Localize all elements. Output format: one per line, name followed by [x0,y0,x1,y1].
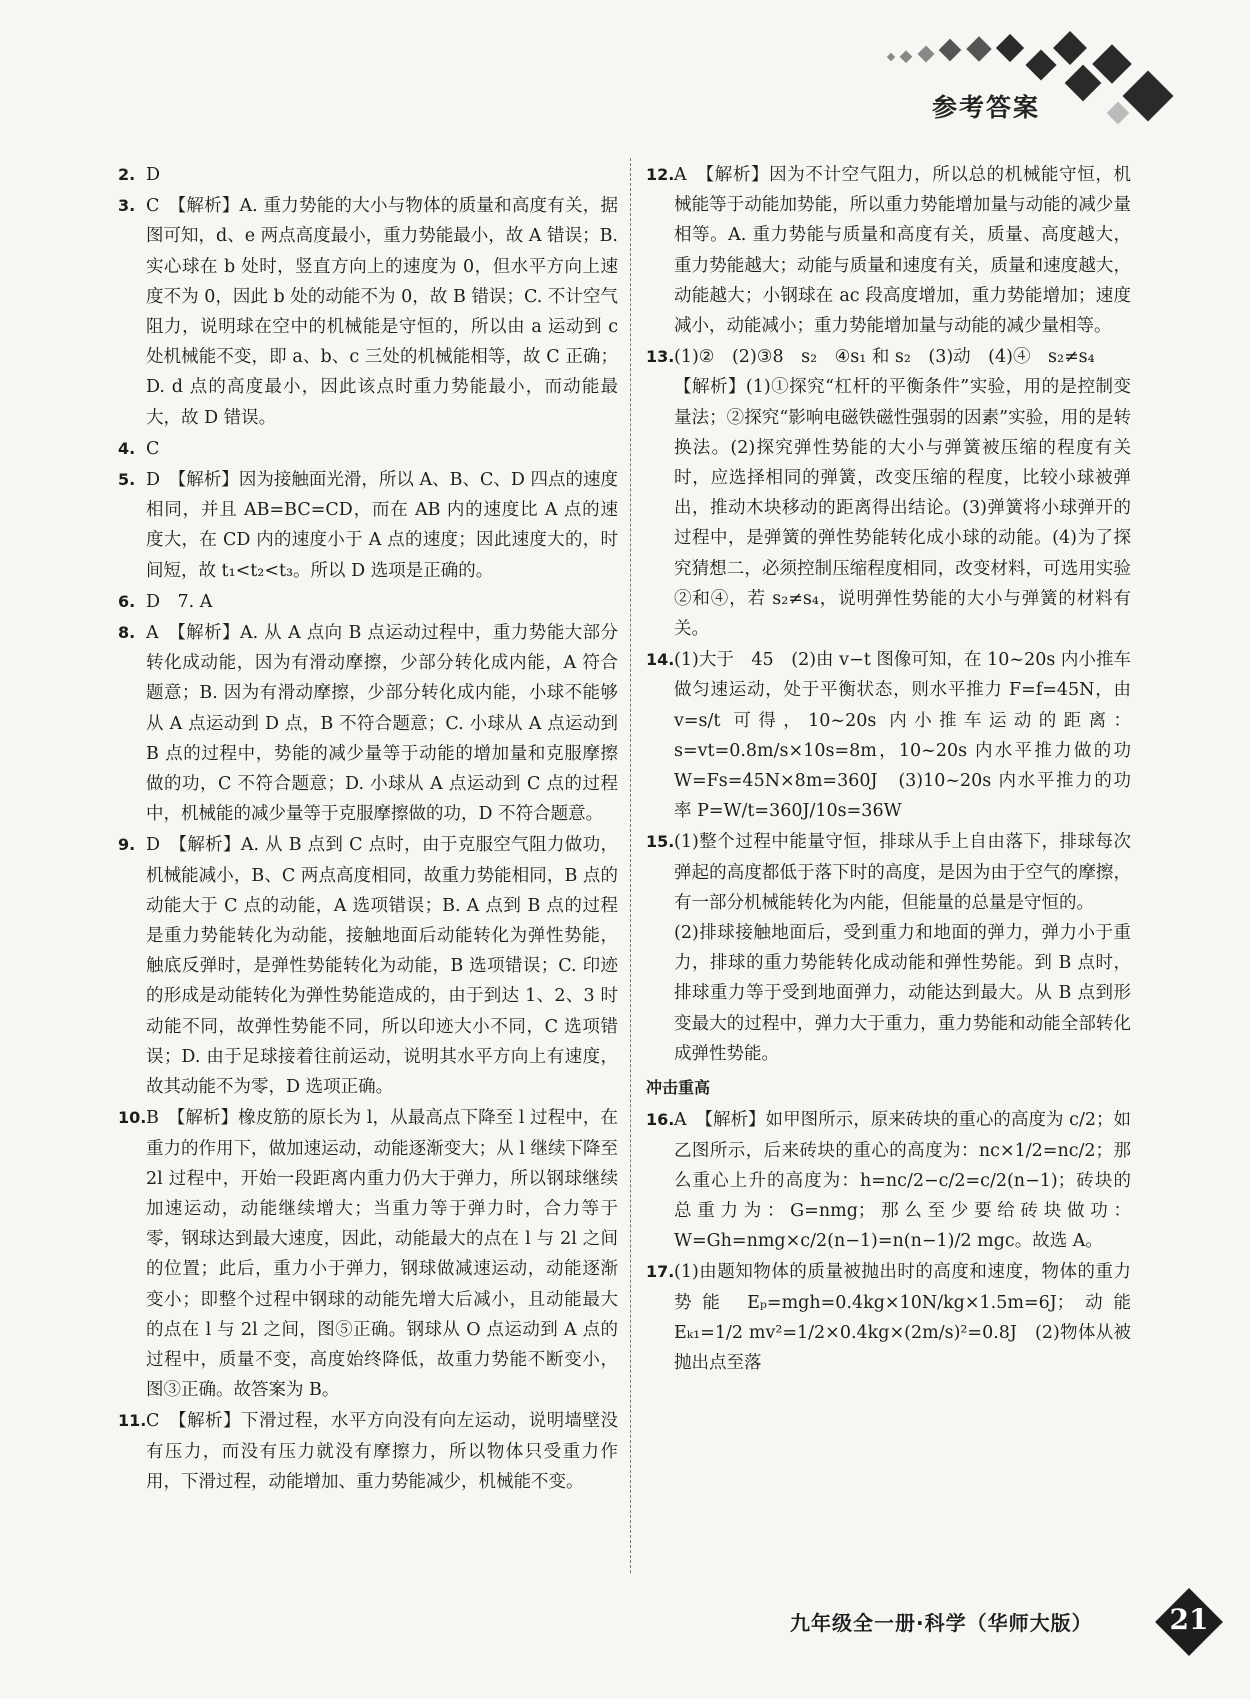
answer-text: A 【解析】如甲图所示，原来砖块的重心的高度为 c/2；如乙图所示，后来砖块的重心的高度为：nc×1/2=nc/2；那么重心上升的高度为：h=nc/2−c/2=c/2(n−1)；砖块的总重力为：G=nmg；那么至少要给砖块做功：W=Gh=nmg×c/2(n−1)=n(n−1)/2 mgc。故选 A。 [674,1110,1131,1252]
header-diamond-decoration [880,30,1210,160]
answer-number: 13. [646,347,675,367]
answer-item [646,1105,1131,1256]
section-heading: 冲击重高 [646,1078,711,1098]
answer-item [646,827,1131,1069]
answer-item [118,618,618,829]
answer-text: A 【解析】因为不计空气阻力，所以总的机械能守恒，机械能等于动能加势能，所以重力势能增加量与动能的减少量相等。A. 重力势能与质量和高度有关，质量、高度越大，重力势能越大；动能与质量和速度有关，质量和速度越大，动能越大；小钢球在 ac 段高度增加，重力势能增加；速度减小，动能减小；重力势能增加量与动能的减少量相等。 [674,165,1131,337]
header-title: 参考答案 [932,93,1041,122]
answer-item [118,587,618,617]
answer-item [646,645,1131,826]
answer-item [118,830,618,1102]
answer-text: (1)大于 45 (2)由 v−t 图像可知，在 10~20s 内小推车做匀速运动，处于平衡状态，则水平推力 F=f=45N，由 v=s/t 可得，10~20s 内小推车运动的距离：s=vt=0.8m/s×10s=8m，10~20s 内水平推力做的功 W=Fs=45N×8m=360J (3)10~20s 内水平推力的功率 P=W/t=360J/10s=36W [674,650,1131,822]
answer-number: 10. [118,1108,147,1128]
answer-item [118,1406,618,1497]
answer-text: D [146,165,161,185]
column-divider [630,158,631,1573]
answer-number: 2. [118,165,136,184]
answer-text: D 7. A [146,591,213,612]
answer-text: C 【解析】下滑过程，水平方向没有向左运动，说明墙壁没有压力，而没有压力就没有摩擦力，所以物体只受重力作用，下滑过程，动能增加、重力势能减少，机械能不变。 [146,1411,618,1492]
answer-number: 4. [118,438,136,458]
footer-book-title: 九年级全一册·科学（华师大版） [790,1611,1093,1635]
answer-text: A 【解析】A. 从 A 点向 B 点运动过程中，重力势能大部分转化成动能，因为有滑动摩擦，少部分转化成内能，A 符合题意；B. 因为有滑动摩擦，少部分转化成内能，小球不能够从 A 点运动到 D 点，B 不符合题意；C. 小球从 A 点运动到 B 点的过程中，势能的减少量等于动能的增加量和克服摩擦做的功，C 不符合题意；D. 小球从 A 点运动到 C 点的过程中，机械能的减少量等于克服摩擦做的功，D 不符合题意。 [146,623,618,825]
right-column [646,160,1131,1379]
answer-number: 17. [646,1262,675,1282]
answer-text: C 【解析】A. 重力势能的大小与物体的质量和高度有关，据图可知，d、e 两点高度最小，重力势能最小，故 A 错误；B. 实心球在 b 处时，竖直方向上的速度为 0，但水平方向上速度不为 0，因此 b 处的动能不为 0，故 B 错误；C. 不计空气阻力，说明球在空中的机械能是守恒的，所以由 a 运动到 c 处机械能不变，即 a、b、c 三处的机械能相等，故 C 正确；D. d 点的高度最小，因此该点时重力势能最小，而动能最大，故 D 错误。 [146,196,618,428]
answer-number: 14. [646,650,675,670]
answer-number: 8. [118,623,136,643]
answer-text: (1)② (2)③8 s₂ ④s₁ 和 s₂ (3)动 (4)④ s₂≠s₄ 【解析】(1)①探究“杠杆的平衡条件”实验，用的是控制变量法；②探究“影响电磁铁磁性强弱的因素”实验，用的是转换法。(2)探究弹性势能的大小与弹簧被压缩的程度有关时，应选择相同的弹簧，改变压缩的程度，比较小球被弹出，推动木块移动的距离得出结论。(3)弹簧将小球弹开的过程中，是弹簧的弹性势能转化成小球的动能。(4)为了探究猜想二，必须控制压缩程度相同，改变材料，可选用实验②和④，若 s₂≠s₄，说明弹性势能的大小与弹簧的材料有关。 [674,347,1131,640]
answer-item [646,160,1131,341]
answer-number: 16. [646,1110,675,1130]
answer-number: 3. [118,196,136,216]
answer-text: C [146,438,160,459]
answer-item [118,191,618,433]
answer-item [646,1257,1131,1378]
answer-text: (1)整个过程中能量守恒，排球从手上自由落下，排球每次弹起的高度都低于落下时的高度，是因为由于空气的摩擦，有一部分机械能转化为内能，但能量的总量是守恒的。 (2)排球接触地面后，受到重力和地面的弹力，弹力小于重力，排球的重力势能转化成动能和弹性势能。到 B 点时，排球重力等于受到地面弹力，动能达到最大。从 B 点到形变最大的过程中，弹力大于重力，重力势能和动能全部转化成弹性势能。 [674,832,1131,1064]
answer-text: (1)由题知物体的质量被抛出时的高度和速度，物体的重力势能 Eₚ=mgh=0.4kg×10N/kg×1.5m=6J；动能 Eₖ₁=1/2 mv²=1/2×0.4kg×(2m/s)²=0.8J (2)物体从被抛出点至落 [674,1262,1131,1373]
answer-item [118,160,618,190]
answer-item [118,434,618,464]
answer-number: 5. [118,470,136,490]
left-column [118,160,618,1498]
answer-number: 15. [646,832,675,852]
answer-text: B 【解析】橡皮筋的原长为 l，从最高点下降至 l 过程中，在重力的作用下，做加速运动，动能逐渐变大；从 l 继续下降至 2l 过程中，开始一段距离内重力仍大于弹力，所以钢球继续加速运动，动能继续增大；当重力等于弹力时，合力等于零，钢球达到最大速度，因此，动能最大的点在 l 与 2l 之间的位置；此后，重力小于弹力，钢球做减速运动，动能逐渐变小；即整个过程中钢球的动能先增大后减小，且动能最大的点在 l 与 2l 之间，图⑤正确。钢球从 O 点运动到 A 点的过程中，质量不变，高度始终降低，故重力势能不断变小，图③正确。故答案为 B。 [146,1108,618,1401]
answer-number: 11. [118,1411,147,1431]
answer-number: 6. [118,591,136,611]
answer-item [646,342,1131,644]
answer-number: 12. [646,165,675,184]
answer-number: 9. [118,835,136,855]
answer-item [118,1103,618,1405]
answer-text: D 【解析】因为接触面光滑，所以 A、B、C、D 四点的速度相同，并且 AB=BC=CD，而在 AB 内的速度比 A 点的速度大，在 CD 内的速度小于 A 点的速度；因此速度大的，时间短，故 t₁<t₂<t₃。所以 D 选项是正确的。 [146,470,618,581]
answer-text: D 【解析】A. 从 B 点到 C 点时，由于克服空气阻力做功，机械能减小，B、C 两点高度相同，故重力势能相同，B 点的动能大于 C 点的动能，A 选项错误；B. A 点到 B 点的过程是重力势能转化为动能，接触地面后动能转化为弹性势能，触底反弹时，是弹性势能转化为动能，B 选项错误；C. 印迹的形成是动能转化为弹性势能造成的，由于到达 1、2、3 时动能不同，故弹性势能不同，所以印迹大小不同，C 选项错误；D. 由于足球接着往前运动，说明其水平方向上有速度，故其动能不为零，D 选项正确。 [146,835,618,1098]
answer-item [118,465,618,586]
page-number: 21 [1169,1603,1209,1636]
